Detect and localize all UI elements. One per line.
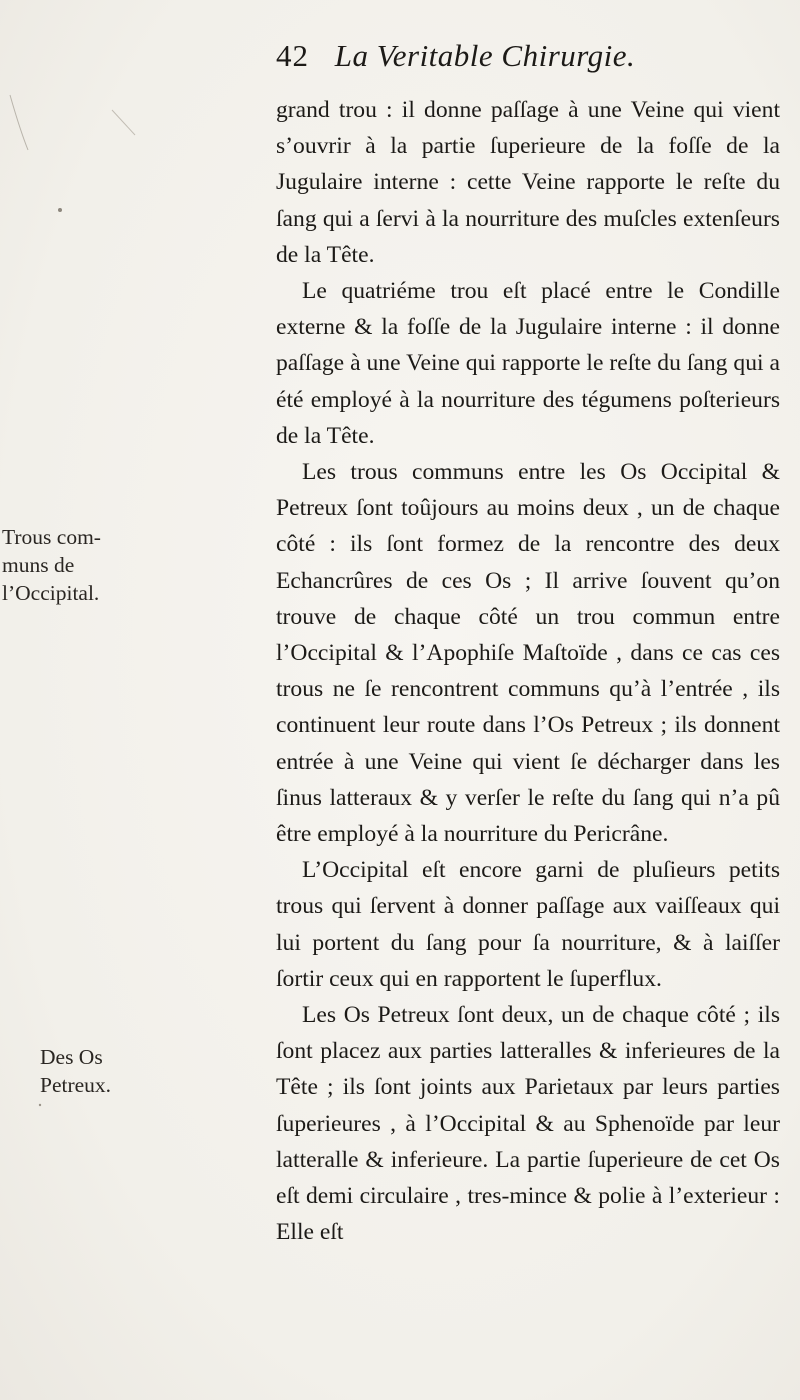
margin-note-line: Des Os — [40, 1045, 103, 1069]
ink-speck — [39, 1104, 41, 1106]
page-crease-mark — [112, 110, 135, 135]
paragraph-3: Les trous communs entre les Os Occipital & Petreux ſont toûjours au moins deux , un de chaque côté : ils ſont formez de la rencontre des deux Echancrûres de ces Os ; Il arrive ſouvent qu’on trouve de chaque côté un trou commun entre l’Occipital & l’Apophiſe Maſtoïde , dans ce cas ces trous ne ſe rencontrent communs qu’à l’entrée , ils continuent leur route dans l’Os Petreux ; ils donnent entrée à une Veine qui vient ſe décharger dans les ſinus latteraux & y verſer le reſte du ſang qui n’a pû être employé à la nourriture du Pericrâne. — [276, 459, 780, 848]
ink-speck — [58, 208, 62, 212]
margin-note-trous-communs — [2, 523, 130, 607]
paragraph-2: Le quatriéme trou eſt placé entre le Condille externe & la foſſe de la Jugulaire interne : il donne paſſage à une Veine qui rapporte le reſte du ſang qui a été employé à la nourriture des tégumens poſterieurs de la Tête. — [276, 278, 780, 449]
paragraph-1: grand trou : il donne paſſage à une Veine qui vient s’ouvrir à la partie ſuperieure de la foſſe de la Jugulaire interne : cette Veine rapporte le reſte du ſang qui a ſervi à la nourriture des muſcles extenſeurs de la Tête. — [276, 97, 780, 268]
margin-note-line: muns de — [2, 553, 75, 577]
margin-note-os-petreux — [40, 1043, 168, 1099]
body-text — [276, 92, 780, 1251]
margin-note-line: l’Occipital. — [2, 581, 100, 605]
page-header — [276, 38, 736, 88]
paragraph-4: L’Occipital eſt encore garni de pluſieurs petits trous qui ſervent à donner paſſage aux vaiſſeaux qui lui portent du ſang pour ſa nourriture, & à laiſſer ſortir ceux qui en rapportent le ſuperflux. — [276, 857, 780, 992]
paragraph-5: Les Os Petreux ſont deux, un de chaque côté ; ils ſont placez aux parties latteralles & inferieures de la Tête ; ils ſont joints aux Parietaux par leurs parties ſuperieures , à l’Occipital & au Sphenoïde par leur latteralle & inferieure. La partie ſuperieure de cet Os eſt demi circulaire , tres-mince & polie à l’exterieur : Elle eſt — [276, 1002, 780, 1246]
margin-note-line: Trous com- — [2, 525, 101, 549]
page-number: 42 — [276, 38, 309, 73]
margin-note-line: Petreux. — [40, 1073, 112, 1097]
running-title: La Veritable Chirurgie. — [334, 38, 636, 73]
page-crease-mark — [10, 95, 28, 150]
